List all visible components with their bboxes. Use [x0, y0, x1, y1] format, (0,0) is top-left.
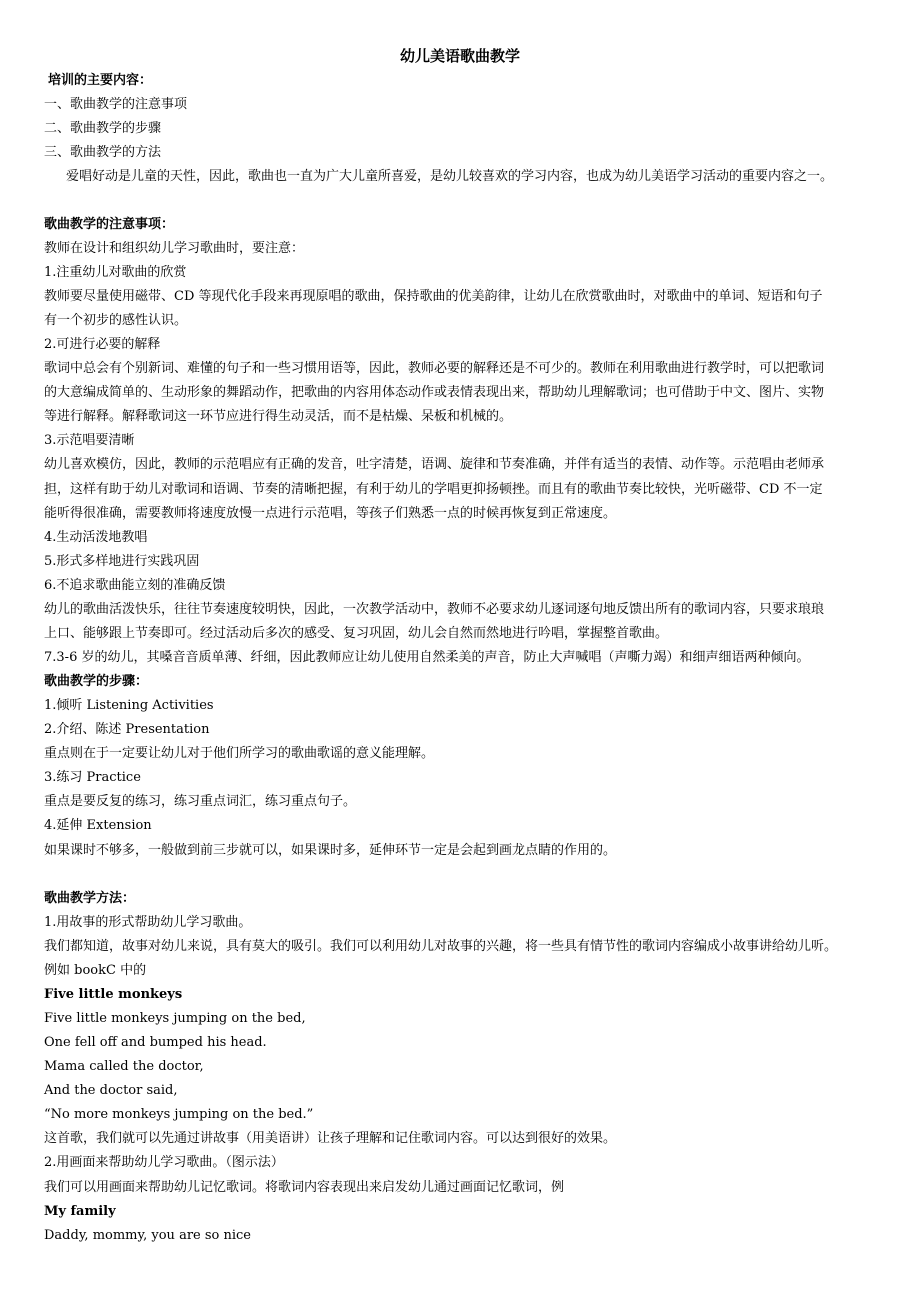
- intro-item: 三、歌曲教学的方法: [44, 145, 162, 160]
- note-text: 能听得很准确，需要教师将速度放慢一点进行示范唱，等孩子们熟悉一点的时候再恢复到正常速度。: [44, 506, 617, 521]
- song-lyric-line: Daddy, mommy, you are so nice: [44, 1228, 251, 1243]
- step-note: 如果课时不够多，一般做到前三步就可以，如果课时多，延伸环节一定是会起到画龙点睛的作用的。: [44, 843, 617, 858]
- note-text: 幼儿的歌曲活泼快乐，往往节奏速度较明快，因此，一次教学活动中，教师不必要求幼儿逐词逐句地反馈出所有的歌词内容，只要求琅琅: [44, 602, 825, 617]
- song-lyric-line: Five little monkeys jumping on the bed,: [44, 1011, 306, 1026]
- song-lyric-line: Mama called the doctor,: [44, 1059, 204, 1074]
- step-note: 重点则在于一定要让幼儿对于他们所学习的歌曲歌谣的意义能理解。: [44, 746, 435, 761]
- intro-item: 一、歌曲教学的注意事项: [44, 97, 188, 112]
- note-text: 有一个初步的感性认识。: [44, 313, 188, 328]
- method-title: 1.用故事的形式帮助幼儿学习歌曲。: [44, 915, 252, 930]
- methods-heading: 歌曲教学方法：: [44, 891, 136, 906]
- page-title: 幼儿美语歌曲教学: [399, 47, 520, 65]
- note-title: 6.不追求歌曲能立刻的准确反馈: [44, 578, 226, 593]
- intro-paragraph: 爱唱好动是儿童的天性，因此，歌曲也一直为广大儿童所喜爱，是幼儿较喜欢的学习内容，也成为幼儿美语学习活动的重要内容之一。: [66, 169, 834, 184]
- steps-heading: 歌曲教学的步骤：: [44, 674, 149, 689]
- song-lyric-line: And the doctor said,: [44, 1083, 178, 1098]
- note-text: 幼儿喜欢模仿，因此，教师的示范唱应有正确的发音，吐字清楚，语调、旋律和节奏准确，并伴有适当的表情、动作等。示范唱由老师承: [44, 457, 825, 472]
- step-title: 4.延伸 Extension: [44, 818, 152, 833]
- method-text: 这首歌，我们就可以先通过讲故事（用美语讲）让孩子理解和记住歌词内容。可以达到很好的效果。: [44, 1131, 617, 1146]
- method-title: 2.用画面来帮助幼儿学习歌曲。（图示法）: [44, 1155, 284, 1170]
- note-text: 7.3-6 岁的幼儿，其嗓音音质单薄、纤细，因此教师应让幼儿使用自然柔美的声音，防止大声喊唱（声嘶力竭）和细声细语两种倾向。: [44, 650, 810, 665]
- note-text: 歌词中总会有个别新词、难懂的句子和一些习惯用语等，因此，教师必要的解释还是不可少的。教师在利用歌曲进行教学时，可以把歌词: [44, 361, 825, 376]
- song-lyric-line: “No more monkeys jumping on the bed.”: [44, 1107, 314, 1122]
- notes-lead: 教师在设计和组织幼儿学习歌曲时，要注意：: [44, 241, 305, 256]
- note-title: 2.可进行必要的解释: [44, 337, 161, 352]
- intro-item: 二、歌曲教学的步骤: [44, 121, 162, 136]
- note-text: 担，这样有助于幼儿对歌词和语调、节奏的清晰把握，有利于幼儿的学唱更抑扬顿挫。而且有的歌曲节奏比较快，光听磁带、CD 不一定: [44, 482, 823, 497]
- step-title: 3.练习 Practice: [44, 770, 141, 785]
- note-title: 1.注重幼儿对歌曲的欣赏: [44, 265, 187, 280]
- note-text: 的大意编成简单的、生动形象的舞蹈动作，把歌曲的内容用体态动作或表情表现出来，帮助幼儿理解歌词；也可借助于中文、图片、实物: [44, 385, 825, 400]
- intro-heading: 培训的主要内容：: [48, 73, 153, 88]
- note-title: 5.形式多样地进行实践巩固: [44, 554, 200, 569]
- step-title: 2.介绍、陈述 Presentation: [44, 722, 210, 737]
- song-lyric-line: One fell off and bumped his head.: [44, 1035, 267, 1050]
- note-title: 4.生动活泼地教唱: [44, 530, 148, 545]
- method-text: 我们可以用画面来帮助幼儿记忆歌词。将歌词内容表现出来启发幼儿通过画面记忆歌词，例: [44, 1180, 565, 1195]
- method-text: 我们都知道，故事对幼儿来说，具有莫大的吸引。我们可以利用幼儿对故事的兴趣，将一些具有情节性的歌词内容编成小故事讲给幼儿听。: [44, 939, 838, 954]
- notes-heading: 歌曲教学的注意事项：: [44, 217, 175, 232]
- note-text: 教师要尽量使用磁带、CD 等现代化手段来再现原唱的歌曲，保持歌曲的优美韵律，让幼儿在欣赏歌曲时，对歌曲中的单词、短语和句子: [44, 289, 823, 304]
- note-title: 3.示范唱要清晰: [44, 433, 135, 448]
- song-title: My family: [44, 1204, 116, 1219]
- note-text: 等进行解释。解释歌词这一环节应进行得生动灵活，而不是枯燥、呆板和机械的。: [44, 409, 513, 424]
- method-text: 例如 bookC 中的: [44, 963, 147, 978]
- step-title: 1.倾听 Listening Activities: [44, 698, 214, 713]
- step-note: 重点是要反复的练习，练习重点词汇，练习重点句子。: [44, 794, 357, 809]
- note-text: 上口、能够跟上节奏即可。经过活动后多次的感受、复习巩固，幼儿会自然而然地进行吟唱，掌握整首歌曲。: [44, 626, 669, 641]
- song-title: Five little monkeys: [44, 987, 183, 1002]
